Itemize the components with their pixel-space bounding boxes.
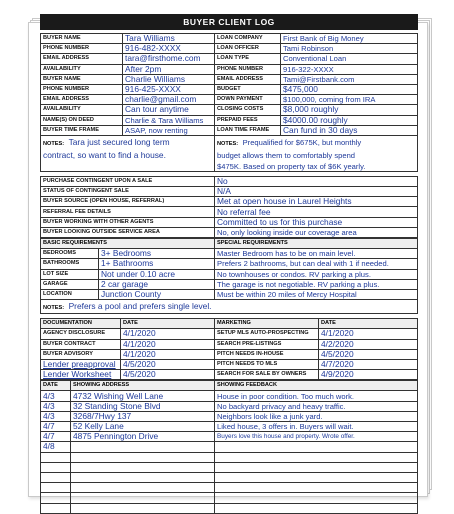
buyer-time-frame[interactable]: ASAP, now renting [123, 125, 215, 135]
blank-address-2[interactable] [71, 462, 215, 472]
showing-date-3[interactable]: 4/3 [41, 411, 71, 421]
notes-left-line1: Tara just secured long term [68, 136, 170, 147]
garage-value[interactable]: 2 car garage [99, 279, 215, 289]
loan-phone[interactable]: 916-322-XXXX [281, 64, 418, 74]
showing-date-1[interactable]: 4/3 [41, 391, 71, 401]
pitch-to-mls-date[interactable]: 4/7/2020 [319, 359, 418, 369]
blank-feedback-3[interactable] [215, 472, 418, 482]
contingent-sale-label: PURCHASE CONTINGENT UPON A SALE [41, 176, 215, 186]
buyer1-availability[interactable]: After 2pm [123, 64, 215, 74]
other-agents-value[interactable]: Committed to us for this purchase [215, 217, 418, 227]
loan-company[interactable]: First Bank of Big Money [281, 34, 418, 44]
notes-left-line2: contract, so want to find a house. [43, 149, 166, 160]
special-line-5[interactable]: Must be within 20 miles of Mercy Hospital [215, 289, 418, 299]
marketing-header: MARKETING [215, 319, 319, 329]
buyer-source-value[interactable]: Met at open house in Laurel Heights [215, 197, 418, 207]
blank-address-4[interactable] [71, 483, 215, 493]
referral-fee-label: REFERRAL FEE DETAILS [41, 207, 215, 217]
bathrooms-value[interactable]: 1+ Bathrooms [99, 259, 215, 269]
basic-notes-row[interactable] [41, 300, 418, 314]
showing-address-5[interactable]: 4875 Pennington Drive [71, 432, 215, 442]
special-line-3[interactable]: No townhouses or condos. RV parking a plus. [215, 269, 418, 279]
loan-officer-label: LOAN OFFICER [215, 44, 281, 54]
buyer1-phone[interactable]: 916-482-XXXX [123, 44, 215, 54]
blank-feedback-1[interactable] [215, 452, 418, 462]
sale-by-owner-date[interactable]: 4/9/2020 [319, 370, 418, 380]
other-agents-label: BUYER WORKING WITH OTHER AGENTS [41, 217, 215, 227]
notes-right-line1: Prequalified for $675K, but monthly [242, 137, 362, 147]
referral-fee-value[interactable]: No referral fee [215, 207, 418, 217]
loan-type[interactable]: Conventional Loan [281, 54, 418, 64]
mls-auto-prospecting-label: SETUP MLS AUTO-PROSPECTING [215, 329, 319, 339]
showing-feedback-5[interactable]: Buyers love this house and property. Wrote offer. [215, 432, 418, 442]
location-label: LOCATION [41, 289, 99, 299]
buyer1-phone-label: PHONE NUMBER [41, 44, 123, 54]
search-pre-listings-label: SEARCH PRE-LISTINGS [215, 339, 319, 349]
bedrooms-label: BEDROOMS [41, 249, 99, 259]
prepaid-fees-label: PREPAID FEES [215, 115, 281, 125]
blank-date-3[interactable] [41, 472, 71, 482]
deed-names[interactable]: Charlie & Tara Williams [123, 115, 215, 125]
agency-disclosure-date[interactable]: 4/1/2020 [121, 329, 215, 339]
deed-label: NAME(S) ON DEED [41, 115, 123, 125]
blank-address-5[interactable] [71, 493, 215, 503]
loan-officer[interactable]: Tami Robinson [281, 44, 418, 54]
blank-feedback-4[interactable] [215, 483, 418, 493]
lot-size-value[interactable]: Not under 0.10 acre [99, 269, 215, 279]
documentation-marketing-table [40, 318, 418, 380]
buyer2-availability-label: AVAILABILITY [41, 105, 123, 115]
loan-phone-label: PHONE NUMBER [215, 64, 281, 74]
buyer2-phone[interactable]: 916-425-XXXX [123, 84, 215, 94]
buyer2-availability[interactable]: Can tour anytime [123, 105, 215, 115]
marketing-date-header: DATE [319, 319, 418, 329]
buyer-advisory-date[interactable]: 4/1/2020 [121, 349, 215, 359]
down-payment[interactable]: $100,000, coming from IRA [281, 95, 418, 105]
showing-feedback-3[interactable]: Neighbors look like a junk yard. [215, 411, 418, 421]
notes-right-box[interactable] [215, 135, 418, 171]
showings-table [40, 380, 418, 513]
showing-address-4[interactable]: 52 Kelly Lane [71, 422, 215, 432]
basic-requirements-header: BASIC REQUIREMENTS [41, 239, 215, 249]
notes-right-label: NOTES: [217, 140, 239, 147]
special-line-2[interactable]: Prefers 2 bathrooms, but can deal with 1 if needed. [215, 259, 418, 269]
blank-address-3[interactable] [71, 472, 215, 482]
loan-time-frame[interactable]: Can fund in 30 days [281, 125, 418, 135]
buyer1-availability-label: AVAILABILITY [41, 64, 123, 74]
buyer-source-label: BUYER SOURCE (OPEN HOUSE, REFERRAL) [41, 197, 215, 207]
notes-right-line2: budget allows them to comfortably spend [217, 150, 356, 160]
showing-feedback-1[interactable]: House in poor condition. Too much work. [215, 391, 418, 401]
contingent-status-label: STATUS OF CONTINGENT SALE [41, 187, 215, 197]
buyer-advisory-label: BUYER ADVISORY [41, 349, 121, 359]
down-payment-label: DOWN PAYMENT [215, 95, 281, 105]
showing-feedback-4[interactable]: Liked house, 3 offers in. Buyers will wait. [215, 422, 418, 432]
notes-left-box[interactable] [41, 135, 215, 171]
documentation-date-header: DATE [121, 319, 215, 329]
showing-date-5[interactable]: 4/7 [41, 432, 71, 442]
buyer-time-frame-label: BUYER TIME FRAME [41, 125, 123, 135]
showing-date-6[interactable]: 4/8 [41, 442, 71, 452]
requirements-table [40, 238, 418, 314]
blank-date-6[interactable] [41, 503, 71, 513]
buyer2-name[interactable]: Charlie Williams [123, 74, 215, 84]
showing-feedback-6[interactable] [215, 442, 418, 452]
buyer2-phone-label: PHONE NUMBER [41, 84, 123, 94]
showing-address-3[interactable]: 3268/7Hwy 137 [71, 411, 215, 421]
loan-company-label: LOAN COMPANY [215, 34, 281, 44]
bedrooms-value[interactable]: 3+ Bedrooms [99, 249, 215, 259]
blank-feedback-2[interactable] [215, 462, 418, 472]
loan-time-frame-label: LOAN TIME FRAME [215, 125, 281, 135]
showing-date-4[interactable]: 4/7 [41, 422, 71, 432]
agency-disclosure-label: AGENCY DISCLOSURE [41, 329, 121, 339]
special-line-4[interactable]: The garage is not negotiable. RV parking a plus. [215, 279, 418, 289]
loan-email-label: EMAIL ADDRESS [215, 74, 281, 84]
lender-worksheet-label[interactable]: Lender Worksheet [41, 370, 121, 380]
buyer2-email[interactable]: charlie@gmail.com [123, 95, 215, 105]
budget[interactable]: $475,000 [281, 84, 418, 94]
contingent-sale-value[interactable]: No [215, 176, 418, 186]
closing-costs[interactable]: $8,000 roughly [281, 105, 418, 115]
lender-preapproval-label[interactable]: Lender preapproval [41, 359, 121, 369]
blank-address-1[interactable] [71, 452, 215, 462]
showing-address-6[interactable] [71, 442, 215, 452]
buyer1-name[interactable]: Tara Williams [123, 34, 215, 44]
mls-auto-prospecting-date[interactable]: 4/1/2020 [319, 329, 418, 339]
special-requirements-header: SPECIAL REQUIREMENTS [215, 239, 418, 249]
showing-date-2[interactable]: 4/3 [41, 401, 71, 411]
pitch-to-mls-label: PITCH NEEDS TO MLS [215, 359, 319, 369]
buyer1-email[interactable]: tara@firsthome.com [123, 54, 215, 64]
blank-date-5[interactable] [41, 493, 71, 503]
garage-label: GARAGE [41, 279, 99, 289]
contingent-table [40, 176, 418, 238]
blank-feedback-6[interactable] [215, 503, 418, 513]
location-value[interactable]: Junction County [99, 289, 215, 299]
sale-by-owner-label: SEARCH FOR SALE BY OWNERS [215, 370, 319, 380]
notes-left-label: NOTES: [43, 140, 65, 147]
buyer1-email-label: EMAIL ADDRESS [41, 54, 123, 64]
bathrooms-label: BATHROOMS [41, 259, 99, 269]
pitch-in-house-date[interactable]: 4/5/2020 [319, 349, 418, 359]
blank-date-1[interactable] [41, 452, 71, 462]
buyer1-name-label: BUYER NAME [41, 34, 123, 44]
buyer-contract-date[interactable]: 4/1/2020 [121, 339, 215, 349]
lender-preapproval-date[interactable]: 4/5/2020 [121, 359, 215, 369]
basic-notes-label: NOTES: [43, 305, 65, 312]
showing-feedback-header: SHOWING FEEDBACK [215, 381, 418, 391]
loan-email[interactable]: Tami@Firstbank.com [281, 74, 418, 84]
prepaid-fees[interactable]: $4000.00 roughly [281, 115, 418, 125]
buyer2-email-label: EMAIL ADDRESS [41, 95, 123, 105]
buyer2-name-label: BUYER NAME [41, 74, 123, 84]
blank-feedback-5[interactable] [215, 493, 418, 503]
search-pre-listings-date[interactable]: 4/2/2020 [319, 339, 418, 349]
blank-address-6[interactable] [71, 503, 215, 513]
basic-notes-value: Prefers a pool and prefers single level. [68, 301, 212, 312]
documentation-header: DOCUMENTATION [41, 319, 121, 329]
buyer-loan-table [40, 33, 418, 172]
showing-address-header: SHOWING ADDRESS [71, 381, 215, 391]
buyer-client-log-sheet [40, 14, 418, 476]
showing-address-1[interactable]: 4732 Wishing Well Lane [71, 391, 215, 401]
loan-type-label: LOAN TYPE [215, 54, 281, 64]
special-line-1[interactable]: Master Bedroom has to be on main level. [215, 249, 418, 259]
showing-feedback-2[interactable]: No backyard privacy and heavy traffic. [215, 401, 418, 411]
blank-date-2[interactable] [41, 462, 71, 472]
buyer-contract-label: BUYER CONTRACT [41, 339, 121, 349]
budget-label: BUDGET [215, 84, 281, 94]
lender-worksheet-date[interactable]: 4/5/2020 [121, 370, 215, 380]
form-title: BUYER CLIENT LOG [40, 14, 418, 30]
showing-address-2[interactable]: 32 Standing Stone Blvd [71, 401, 215, 411]
closing-costs-label: CLOSING COSTS [215, 105, 281, 115]
blank-date-4[interactable] [41, 483, 71, 493]
pitch-in-house-label: PITCH NEEDS IN-HOUSE [215, 349, 319, 359]
outside-area-value[interactable]: No, only looking inside our coverage area [215, 227, 418, 237]
lot-size-label: LOT SIZE [41, 269, 99, 279]
showing-date-header: DATE [41, 381, 71, 391]
notes-right-line3: $475K. Based on property tax of $6K yearly. [217, 161, 366, 171]
outside-area-label: BUYER LOOKING OUTSIDE SERVICE AREA [41, 227, 215, 237]
contingent-status-value[interactable]: N/A [215, 187, 418, 197]
